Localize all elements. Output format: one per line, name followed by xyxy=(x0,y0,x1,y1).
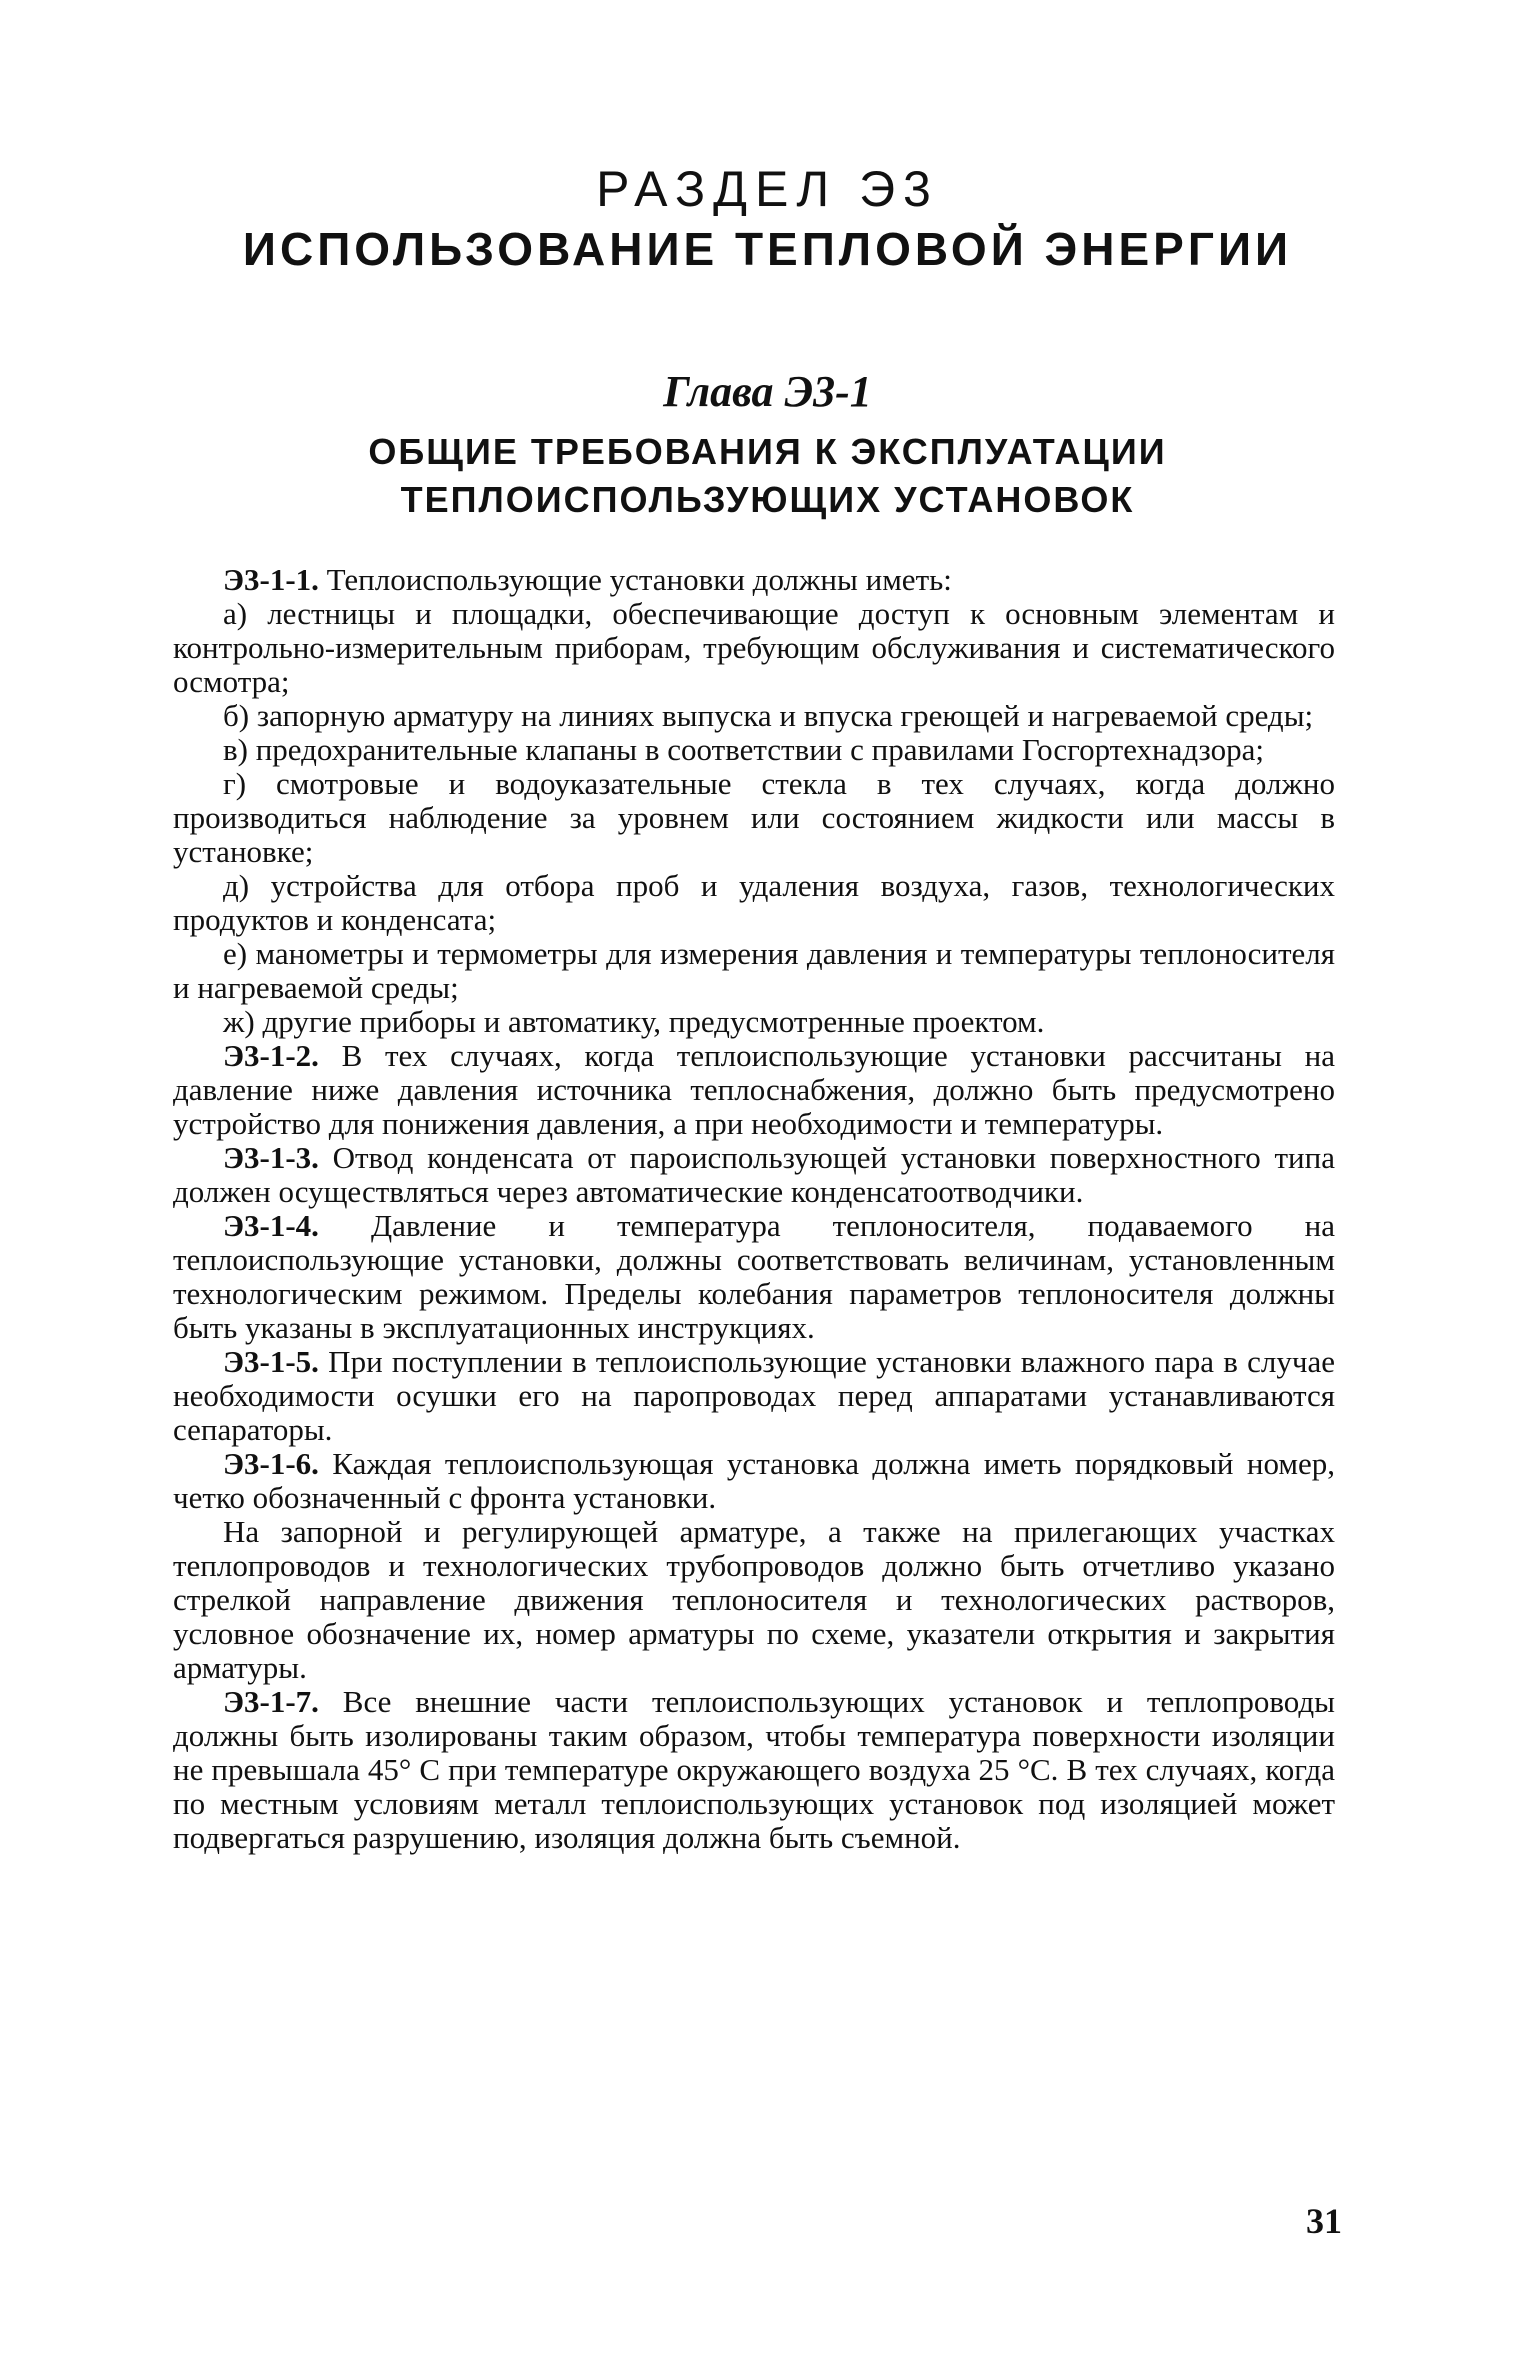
paragraph xyxy=(173,699,1335,733)
chapter-label: Глава Э3-1 xyxy=(663,367,872,416)
paragraph-text: Все внешние части теплоиспользующих установок и теплопроводы должны быть изолированы таким образом, чтобы температура поверхности изоляции не превышала 45° С при температуре окружающего воздуха 25 °С. В тех случаях, когда по местным условиям металл теплоиспользующих установок под изоляцией может подвергаться разрушению, изоляция должна быть съемной. xyxy=(173,1684,1335,1855)
paragraph-text: б) запорную арматуру на линиях выпуска и впуска греющей и нагреваемой среды; xyxy=(223,698,1314,733)
paragraph xyxy=(173,1447,1335,1515)
paragraph xyxy=(173,1345,1335,1447)
paragraph-text: ж) другие приборы и автоматику, предусмотренные проектом. xyxy=(223,1004,1045,1039)
section-title: ИСПОЛЬЗОВАНИЕ ТЕПЛОВОЙ ЭНЕРГИИ xyxy=(242,223,1293,275)
paragraph-text: г) смотровые и водоуказательные стекла в тех случаях, когда должно производиться наблюдение за уровнем или состоянием жидкости или массы в установке; xyxy=(173,766,1335,869)
paragraph-text: е) манометры и термометры для измерения давления и температуры теплоносителя и нагреваемой среды; xyxy=(173,936,1335,1005)
paragraph-text: Отвод конденсата от пароиспользующей установки поверхностного типа должен осуществляться через автоматические конденсатоотводчики. xyxy=(173,1140,1335,1209)
paragraph-text: д) устройства для отбора проб и удаления воздуха, газов, технологических продуктов и конденсата; xyxy=(173,868,1335,937)
page-number: 31 xyxy=(1306,2201,1342,2241)
paragraph xyxy=(173,869,1335,937)
clause-number: Э3-1-1. xyxy=(223,562,319,597)
chapter-title-line-2: ТЕПЛОИСПОЛЬЗУЮЩИХ УСТАНОВОК xyxy=(400,479,1135,520)
clause-number: Э3-1-5. xyxy=(223,1344,319,1379)
paragraph xyxy=(173,1209,1335,1345)
paragraph-text: Каждая теплоиспользующая установка должна иметь порядковый номер, четко обозначенный с фронта установки. xyxy=(173,1446,1335,1515)
clause-number: Э3-1-6. xyxy=(223,1446,319,1481)
paragraph xyxy=(173,733,1335,767)
chapter-title-line-1: ОБЩИЕ ТРЕБОВАНИЯ К ЭКСПЛУАТАЦИИ xyxy=(368,431,1167,472)
paragraph xyxy=(173,1039,1335,1141)
paragraph-text: в) предохранительные клапаны в соответствии с правилами Госгортехнадзора; xyxy=(223,732,1264,767)
section-label: РАЗДЕЛ Э3 xyxy=(596,161,939,217)
clause-number: Э3-1-4. xyxy=(223,1208,319,1243)
paragraph-text: а) лестницы и площадки, обеспечивающие доступ к основным элементам и контрольно-измерительным приборам, требующим обслуживания и систематического осмотра; xyxy=(173,596,1335,699)
paragraph xyxy=(173,1685,1335,1855)
paragraph xyxy=(173,563,1335,597)
paragraph xyxy=(173,937,1335,1005)
paragraph-text: В тех случаях, когда теплоиспользующие установки рассчитаны на давление ниже давления источника теплоснабжения, должно быть предусмотрено устройство для понижения давления, а при необходимости и температуры. xyxy=(173,1038,1335,1141)
paragraph-text: Теплоиспользующие установки должны иметь: xyxy=(318,562,952,597)
clause-number: Э3-1-3. xyxy=(223,1140,319,1175)
paragraph-text: На запорной и регулирующей арматуре, а также на прилегающих участках теплопроводов и технологических трубопроводов должно быть отчетливо указано стрелкой направление движения теплоносителя и технологических растворов, условное обозначение их, номер арматуры по схеме, указатели открытия и закрытия арматуры. xyxy=(173,1514,1335,1685)
clause-number: Э3-1-2. xyxy=(223,1038,319,1073)
clause-number: Э3-1-7. xyxy=(223,1684,319,1719)
paragraph xyxy=(173,597,1335,699)
body-text xyxy=(173,563,1335,1855)
chapter-title xyxy=(0,428,1535,524)
paragraph xyxy=(173,767,1335,869)
paragraph xyxy=(173,1005,1335,1039)
paragraph-text: При поступлении в теплоиспользующие установки влажного пара в случае необходимости осушки его на паропроводах перед аппаратами устанавливаются сепараторы. xyxy=(173,1344,1335,1447)
paragraph xyxy=(173,1515,1335,1685)
paragraph xyxy=(173,1141,1335,1209)
paragraph-text: Давление и температура теплоносителя, подаваемого на теплоиспользующие установки, должны соответствовать величинам, установленным технологическим режимом. Пределы колебания параметров теплоносителя должны быть указаны в эксплуатационных инструкциях. xyxy=(173,1208,1335,1345)
